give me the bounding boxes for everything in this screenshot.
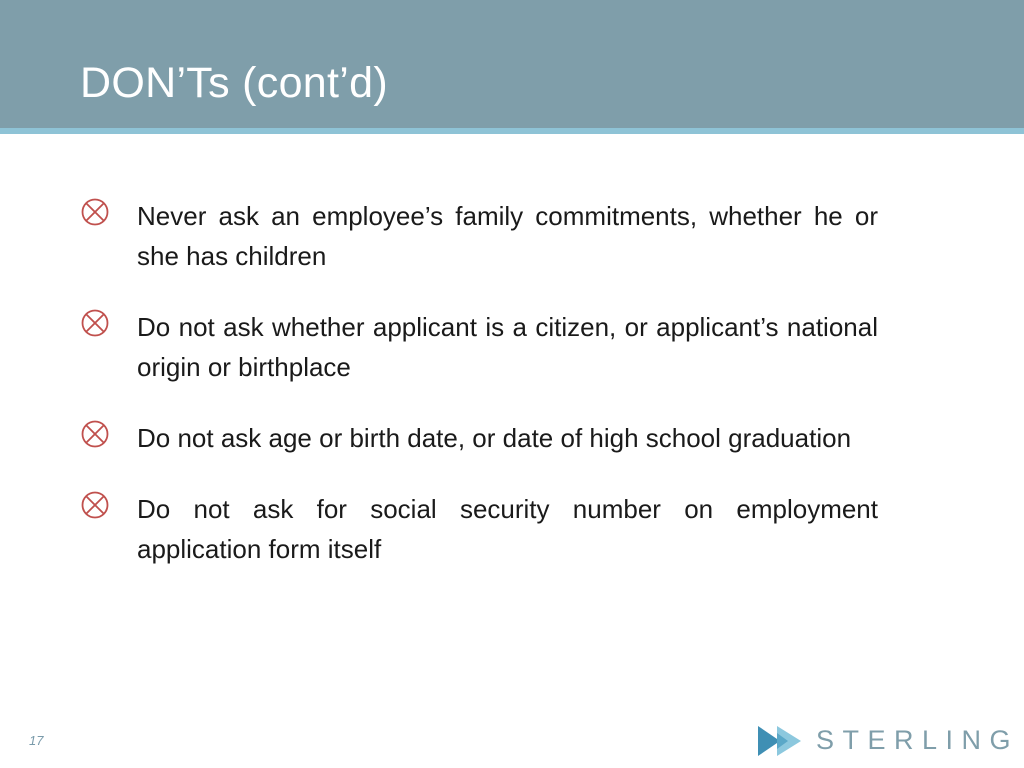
- page-number: 17: [29, 733, 44, 748]
- bullet-item: [78, 489, 878, 569]
- slide-title: DON’Ts (cont’d): [80, 59, 388, 107]
- circled-x-icon: [80, 490, 110, 520]
- circled-x-icon: [80, 197, 110, 227]
- bullet-item: [78, 418, 878, 458]
- bullet-text: Never ask an employee’s family commitments, whether he or she has children: [137, 201, 878, 271]
- bullet-item: [78, 196, 878, 276]
- bullet-text: Do not ask whether applicant is a citizen, or applicant’s national origin or birthplace: [137, 312, 878, 382]
- bullet-list: [78, 196, 878, 600]
- circled-x-icon: [80, 419, 110, 449]
- logo-wordmark: STERLING: [816, 725, 1020, 755]
- circled-x-icon: [80, 308, 110, 338]
- title-band-rule: [0, 128, 1024, 134]
- play-forward-logo-icon: [758, 724, 808, 758]
- sterling-logo: [758, 724, 1020, 760]
- bullet-text: Do not ask age or birth date, or date of high school graduation: [137, 423, 852, 453]
- bullet-text: Do not ask for social security number on employment application form itself: [137, 494, 878, 564]
- bullet-item: [78, 307, 878, 387]
